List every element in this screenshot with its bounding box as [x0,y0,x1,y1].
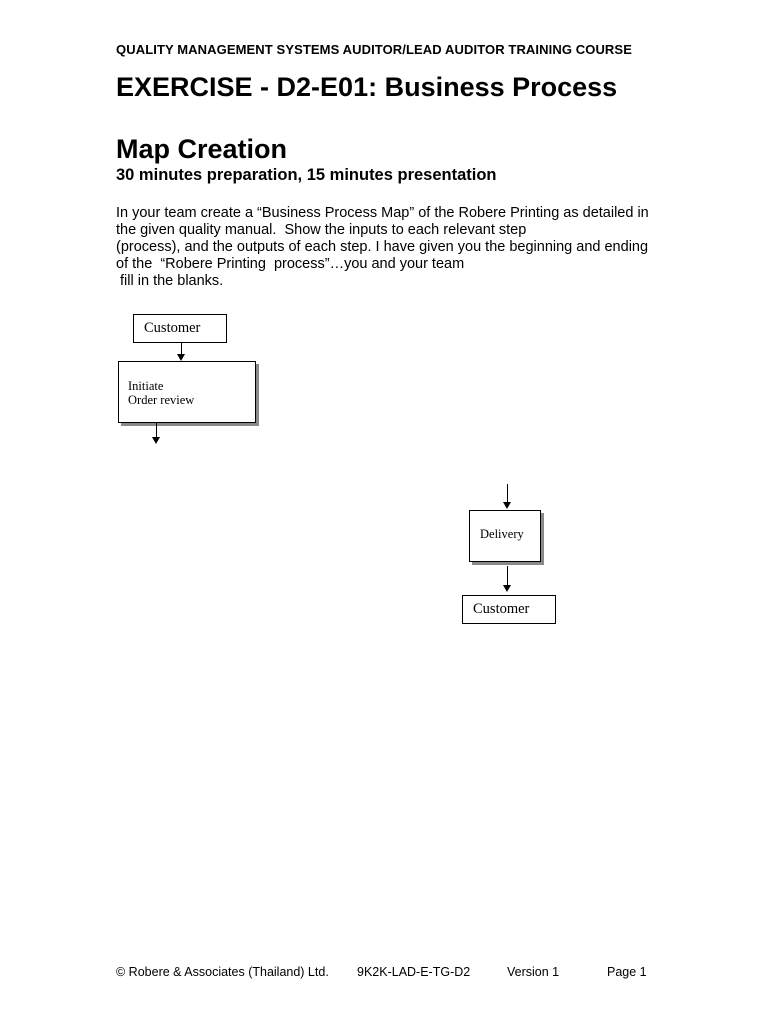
instructions-paragraph [116,205,706,290]
end-customer-label: Customer [473,601,530,617]
course-header: QUALITY MANAGEMENT SYSTEMS AUDITOR/LEAD AUDITOR TRAINING COURSE [116,42,632,57]
footer-company: © Robere & Associates (Thailand) Ltd. [116,965,329,979]
end-customer-box [462,595,556,624]
start-customer-label: Customer [144,320,201,336]
initiate-label: Initiate [128,379,164,393]
footer-page-number: Page 1 [607,965,647,979]
instructions-line: the given quality manual. Show the inputs to each relevant step [116,222,527,238]
instructions-line: (process), and the outputs of each step. I have given you the beginning and ending [116,239,649,255]
exercise-subtitle: 30 minutes preparation, 15 minutes presentation [116,166,497,184]
instructions-line: of the “Robere Printing process”…you and your team [116,256,465,272]
order-review-label: Order review [128,393,195,407]
delivery-label: Delivery [480,527,524,541]
footer-version: Version 1 [507,965,560,979]
instructions-line: fill in the blanks. [116,273,224,289]
exercise-title-line-2: Map Creation [116,134,288,164]
exercise-title-line-1: EXERCISE - D2-E01: Business Process [116,72,618,102]
instructions-line: In your team create a “Business Process Map” of the Robere Printing as detailed in [116,205,649,221]
delivery-box [469,510,541,562]
footer-doc-code: 9K2K-LAD-E-TG-D2 [357,965,471,979]
initiate-order-review-box [118,361,256,423]
start-customer-box [133,314,227,343]
